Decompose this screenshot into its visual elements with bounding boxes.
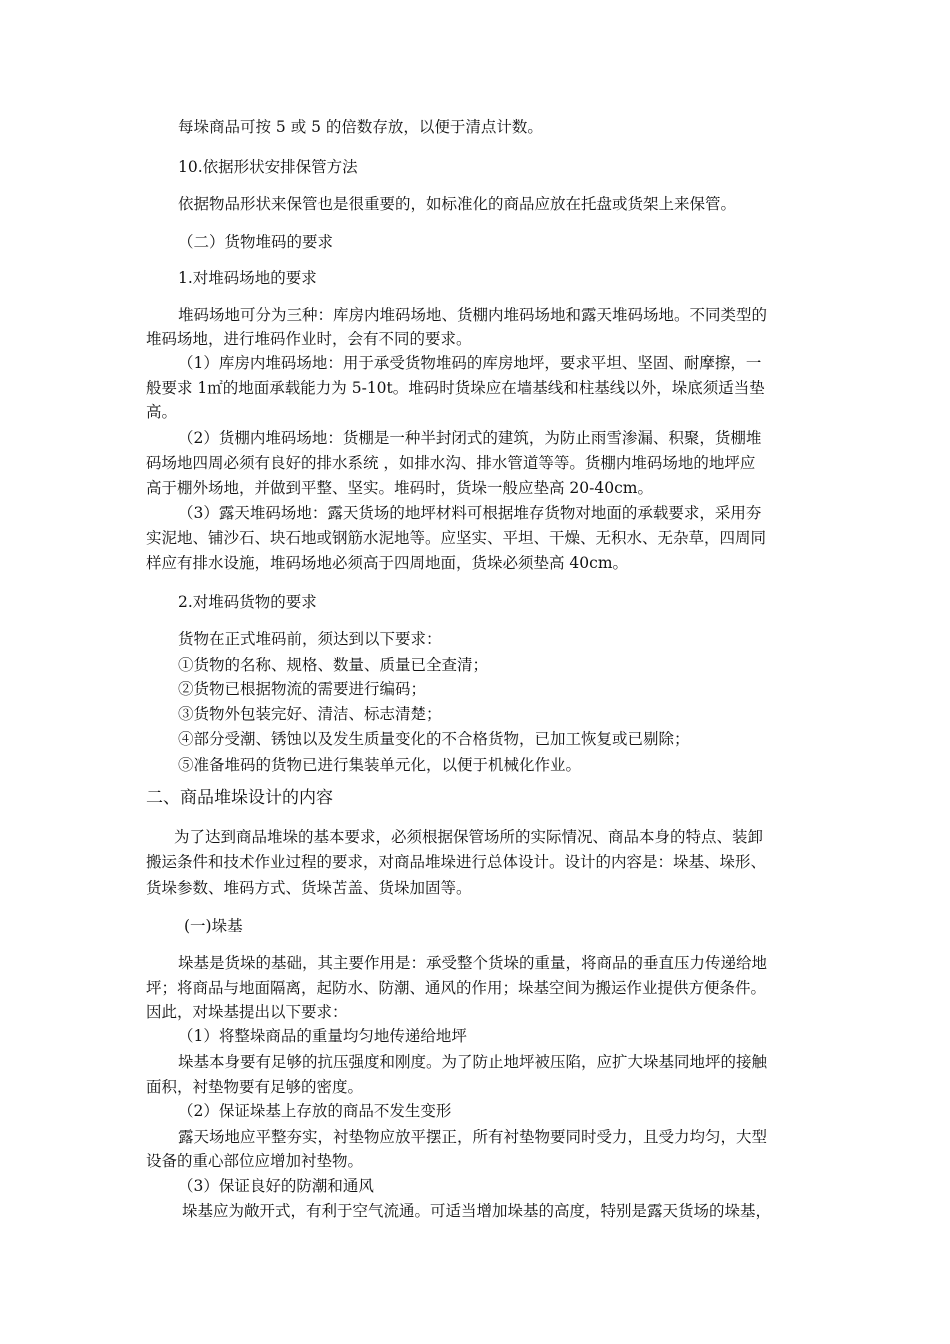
text-line: 垛基本身要有足够的抗压强度和刚度。为了防止地坪被压陷，应扩大垛基同地坪的接触 <box>178 1053 768 1071</box>
text-line: （1）库房内堆码场地：用于承受货物堆码的库房地坪，要求平坦、坚固、耐摩擦，一 <box>178 354 762 372</box>
subheading: （2）保证垛基上存放的商品不发生变形 <box>178 1102 452 1120</box>
text-line: 堆码场地可分为三种：库房内堆码场地、货棚内堆码场地和露天堆码场地。不同类型的 <box>178 306 768 324</box>
text-line: 实泥地、铺沙石、块石地或钢筋水泥地等。应坚实、平坦、干燥、无积水、无杂草，四周同 <box>146 529 767 547</box>
list-item: ④部分受潮、锈蚀以及发生质量变化的不合格货物，已加工恢复或已剔除； <box>178 730 690 748</box>
text-line: 般要求 1㎡的地面承载能力为 5-10t。堆码时货垛应在墙基线和柱基线以外，垛底须适当垫 <box>146 379 765 397</box>
text-line: 露天场地应平整夯实，衬垫物应放平摆正，所有衬垫物要同时受力，且受力均匀，大型 <box>178 1128 768 1146</box>
list-item: ②货物已根据物流的需要进行编码； <box>178 680 427 698</box>
text-line: 设备的重心部位应增加衬垫物。 <box>146 1152 364 1170</box>
text-line: 坪；将商品与地面隔离，起防水、防潮、通风的作用；垛基空间为搬运作业提供方便条件。 <box>146 979 767 997</box>
text-line: 码场地四周必须有良好的排水系统 ，如排水沟、排水管道等等。货棚内堆码场地的地坪应 <box>146 454 756 472</box>
text-line: 面积，衬垫物要有足够的密度。 <box>146 1078 364 1096</box>
text-line: （2）货棚内堆码场地：货棚是一种半封闭式的建筑，为防止雨雪渗漏、积聚，货棚堆 <box>178 429 762 447</box>
text-line: 因此，对垛基提出以下要求： <box>146 1003 348 1021</box>
text-line: 货物在正式堆码前，须达到以下要求： <box>178 630 442 648</box>
subheading: 1.对堆码场地的要求 <box>178 269 317 287</box>
text-line: （3）露天堆码场地：露天货场的地坪材料可根据堆存货物对地面的承载要求，采用夯 <box>178 504 762 522</box>
text-line: 垛基是货垛的基础，其主要作用是：承受整个货垛的重量，将商品的垂直压力传递给地 <box>178 954 768 972</box>
text-line: 高。 <box>146 403 178 421</box>
subheading: 10.依据形状安排保管方法 <box>178 158 358 176</box>
text-line: 每垛商品可按 5 或 5 的倍数存放，以便于清点计数。 <box>178 118 543 136</box>
list-item: ③货物外包装完好、清洁、标志清楚； <box>178 705 442 723</box>
text-line: 货垛参数、堆码方式、货垛苫盖、货垛加固等。 <box>146 879 472 897</box>
text-line: 样应有排水设施，堆码场地必须高于四周地面，货垛必须垫高 40cm。 <box>146 554 629 572</box>
text-line: 堆码场地，进行堆码作业时，会有不同的要求。 <box>146 330 472 348</box>
subheading: （1）将整垛商品的重量均匀地传递给地坪 <box>178 1027 467 1045</box>
section-heading: 二、商品堆垛设计的内容 <box>146 788 333 808</box>
subheading: （二）货物堆码的要求 <box>178 233 334 251</box>
text-line: 为了达到商品堆垛的基本要求，必须根据保管场所的实际情况、商品本身的特点、装卸 <box>174 828 764 846</box>
text-line: 搬运条件和技术作业过程的要求，对商品堆垛进行总体设计。设计的内容是：垛基、垛形、 <box>146 853 767 871</box>
subheading: 2.对堆码货物的要求 <box>178 593 317 611</box>
list-item: ⑤准备堆码的货物已进行集装单元化，以便于机械化作业。 <box>178 756 582 774</box>
list-item: ①货物的名称、规格、数量、质量已全查清； <box>178 656 489 674</box>
text-line: 高于棚外场地，并做到平整、坚实。堆码时，货垛一般应垫高 20-40cm。 <box>146 479 653 497</box>
subheading: (一)垛基 <box>184 917 243 935</box>
text-line: 垛基应为敞开式，有利于空气流通。可适当增加垛基的高度，特别是露天货场的垛基， <box>182 1202 772 1220</box>
subheading: （3）保证良好的防潮和通风 <box>178 1177 374 1195</box>
text-line: 依据物品形状来保管也是很重要的，如标准化的商品应放在托盘或货架上来保管。 <box>178 195 737 213</box>
